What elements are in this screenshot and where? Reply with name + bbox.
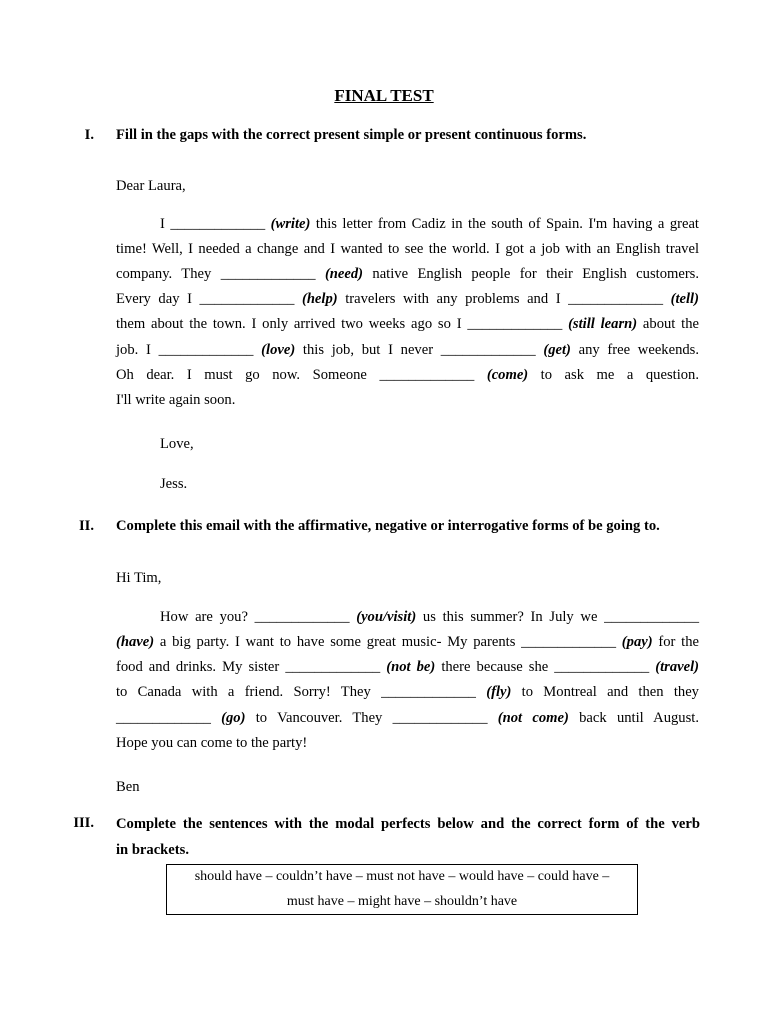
- text-run: food and drinks. My sister: [116, 659, 286, 675]
- text-run: for the: [652, 634, 699, 650]
- section-2-signature: Ben: [116, 779, 140, 795]
- text-run: Hope you can come to the party!: [116, 735, 308, 751]
- section-1-number: I.: [84, 127, 94, 143]
- verb-cue: (help): [301, 291, 338, 307]
- text-run: there because she: [435, 659, 555, 675]
- section-2-line: [116, 733, 699, 753]
- text-run: back until August.: [568, 710, 699, 726]
- page-title: FINAL TEST: [334, 86, 434, 105]
- text-run: about the: [637, 316, 699, 332]
- section-2-greeting: Hi Tim,: [116, 570, 162, 586]
- verb-cue: (get): [543, 342, 571, 358]
- text-run: them about the town. I only arrived two weeks ago so I: [116, 316, 468, 332]
- text-run: to Montreal and then they: [511, 684, 699, 700]
- verb-cue: (travel): [655, 659, 699, 675]
- text-run: this job, but I never: [295, 342, 441, 358]
- section-3-number: III.: [73, 815, 94, 831]
- text-run: [663, 291, 671, 307]
- text-run: to ask me a question.: [528, 367, 699, 383]
- answer-gap: _____________: [158, 342, 254, 358]
- text-run: Oh dear. I must go now. Someone: [116, 367, 380, 383]
- section-1-line: [116, 365, 699, 385]
- answer-gap: _____________: [170, 216, 266, 232]
- verb-cue: (you/visit): [356, 609, 417, 625]
- verb-cue: (not come): [497, 710, 569, 726]
- text-run: a big party. I want to have some great music- My parents: [154, 634, 522, 650]
- verb-cue: (pay): [621, 634, 653, 650]
- text-run: job. I: [116, 342, 159, 358]
- answer-gap: _____________: [392, 710, 488, 726]
- text-run: time! Well, I needed a change and I wanted to see the world. I got a job with an English travel: [116, 241, 699, 257]
- section-2-line: [116, 682, 699, 702]
- section-3-instruction-line-1: Complete the sentences with the modal perfects below and the correct form of the verb: [116, 816, 700, 832]
- text-run: company. They: [116, 266, 221, 282]
- answer-gap: _____________: [604, 609, 699, 625]
- section-1-line: [116, 340, 699, 360]
- section-2-line: [160, 607, 699, 627]
- answer-gap: _____________: [220, 266, 316, 282]
- text-run: Every day I: [116, 291, 200, 307]
- answer-gap: _____________: [254, 609, 350, 625]
- verb-cue: (still learn): [568, 316, 638, 332]
- section-1-line: [116, 239, 699, 259]
- text-run: this letter from Cadiz in the south of Spain. I'm having a great: [310, 216, 699, 232]
- section-1-line: [116, 390, 699, 410]
- section-1-instruction: Fill in the gaps with the correct present simple or present continuous forms.: [116, 127, 587, 143]
- text-run: to Vancouver. They: [245, 710, 393, 726]
- section-1-line: [116, 264, 699, 284]
- text-run: [487, 710, 497, 726]
- section-1-signature: Jess.: [160, 476, 188, 492]
- text-run: to Canada with a friend. Sorry! They: [116, 684, 382, 700]
- answer-gap: _____________: [467, 316, 563, 332]
- section-1-greeting: Dear Laura,: [116, 178, 186, 194]
- text-run: I: [160, 216, 171, 232]
- text-run: [253, 342, 261, 358]
- section-1-line: [116, 314, 699, 334]
- text-run: [474, 367, 487, 383]
- text-run: I'll write again soon.: [116, 392, 236, 408]
- section-2-line: [116, 632, 699, 652]
- section-2-line: [116, 657, 699, 677]
- answer-gap: _____________: [379, 367, 475, 383]
- answer-gap: _____________: [554, 659, 650, 675]
- text-run: any free weekends.: [570, 342, 699, 358]
- modal-perfects-line-2: must have – might have – shouldn’t have: [286, 894, 518, 909]
- text-run: [211, 710, 221, 726]
- verb-cue: (have): [116, 634, 155, 650]
- verb-cue: (fly): [486, 684, 512, 700]
- answer-gap: _____________: [199, 291, 295, 307]
- section-2-instruction: Complete this email with the affirmative, negative or interrogative forms of be going to.: [116, 518, 660, 534]
- text-run: [294, 291, 302, 307]
- text-run: native English people for their English customers.: [363, 266, 700, 282]
- text-run: [316, 266, 325, 282]
- verb-cue: (need): [324, 266, 364, 282]
- section-3-instruction-line-2: in brackets.: [116, 842, 189, 858]
- answer-gap: _____________: [285, 659, 381, 675]
- section-2-line: [116, 708, 699, 728]
- verb-cue: (go): [221, 710, 246, 726]
- verb-cue: (love): [261, 342, 296, 358]
- section-1-line: [116, 289, 699, 309]
- answer-gap: _____________: [568, 291, 664, 307]
- text-run: us this summer? In July we: [416, 609, 605, 625]
- verb-cue: (write): [270, 216, 311, 232]
- text-run: How are you?: [160, 609, 255, 625]
- section-1-line: [160, 214, 699, 234]
- answer-gap: _____________: [521, 634, 617, 650]
- section-2-number: II.: [78, 518, 94, 534]
- text-run: [476, 684, 486, 700]
- modal-perfects-line-1: should have – couldn’t have – must not have – would have – could have –: [194, 869, 610, 884]
- text-run: travelers with any problems and I: [337, 291, 569, 307]
- verb-cue: (not be): [386, 659, 436, 675]
- verb-cue: (come): [486, 367, 529, 383]
- answer-gap: _____________: [440, 342, 536, 358]
- section-1-closing: Love,: [160, 436, 194, 452]
- verb-cue: (tell): [670, 291, 699, 307]
- modal-perfects-box: [166, 864, 638, 915]
- answer-gap: _____________: [381, 684, 476, 700]
- answer-gap: _____________: [116, 710, 211, 726]
